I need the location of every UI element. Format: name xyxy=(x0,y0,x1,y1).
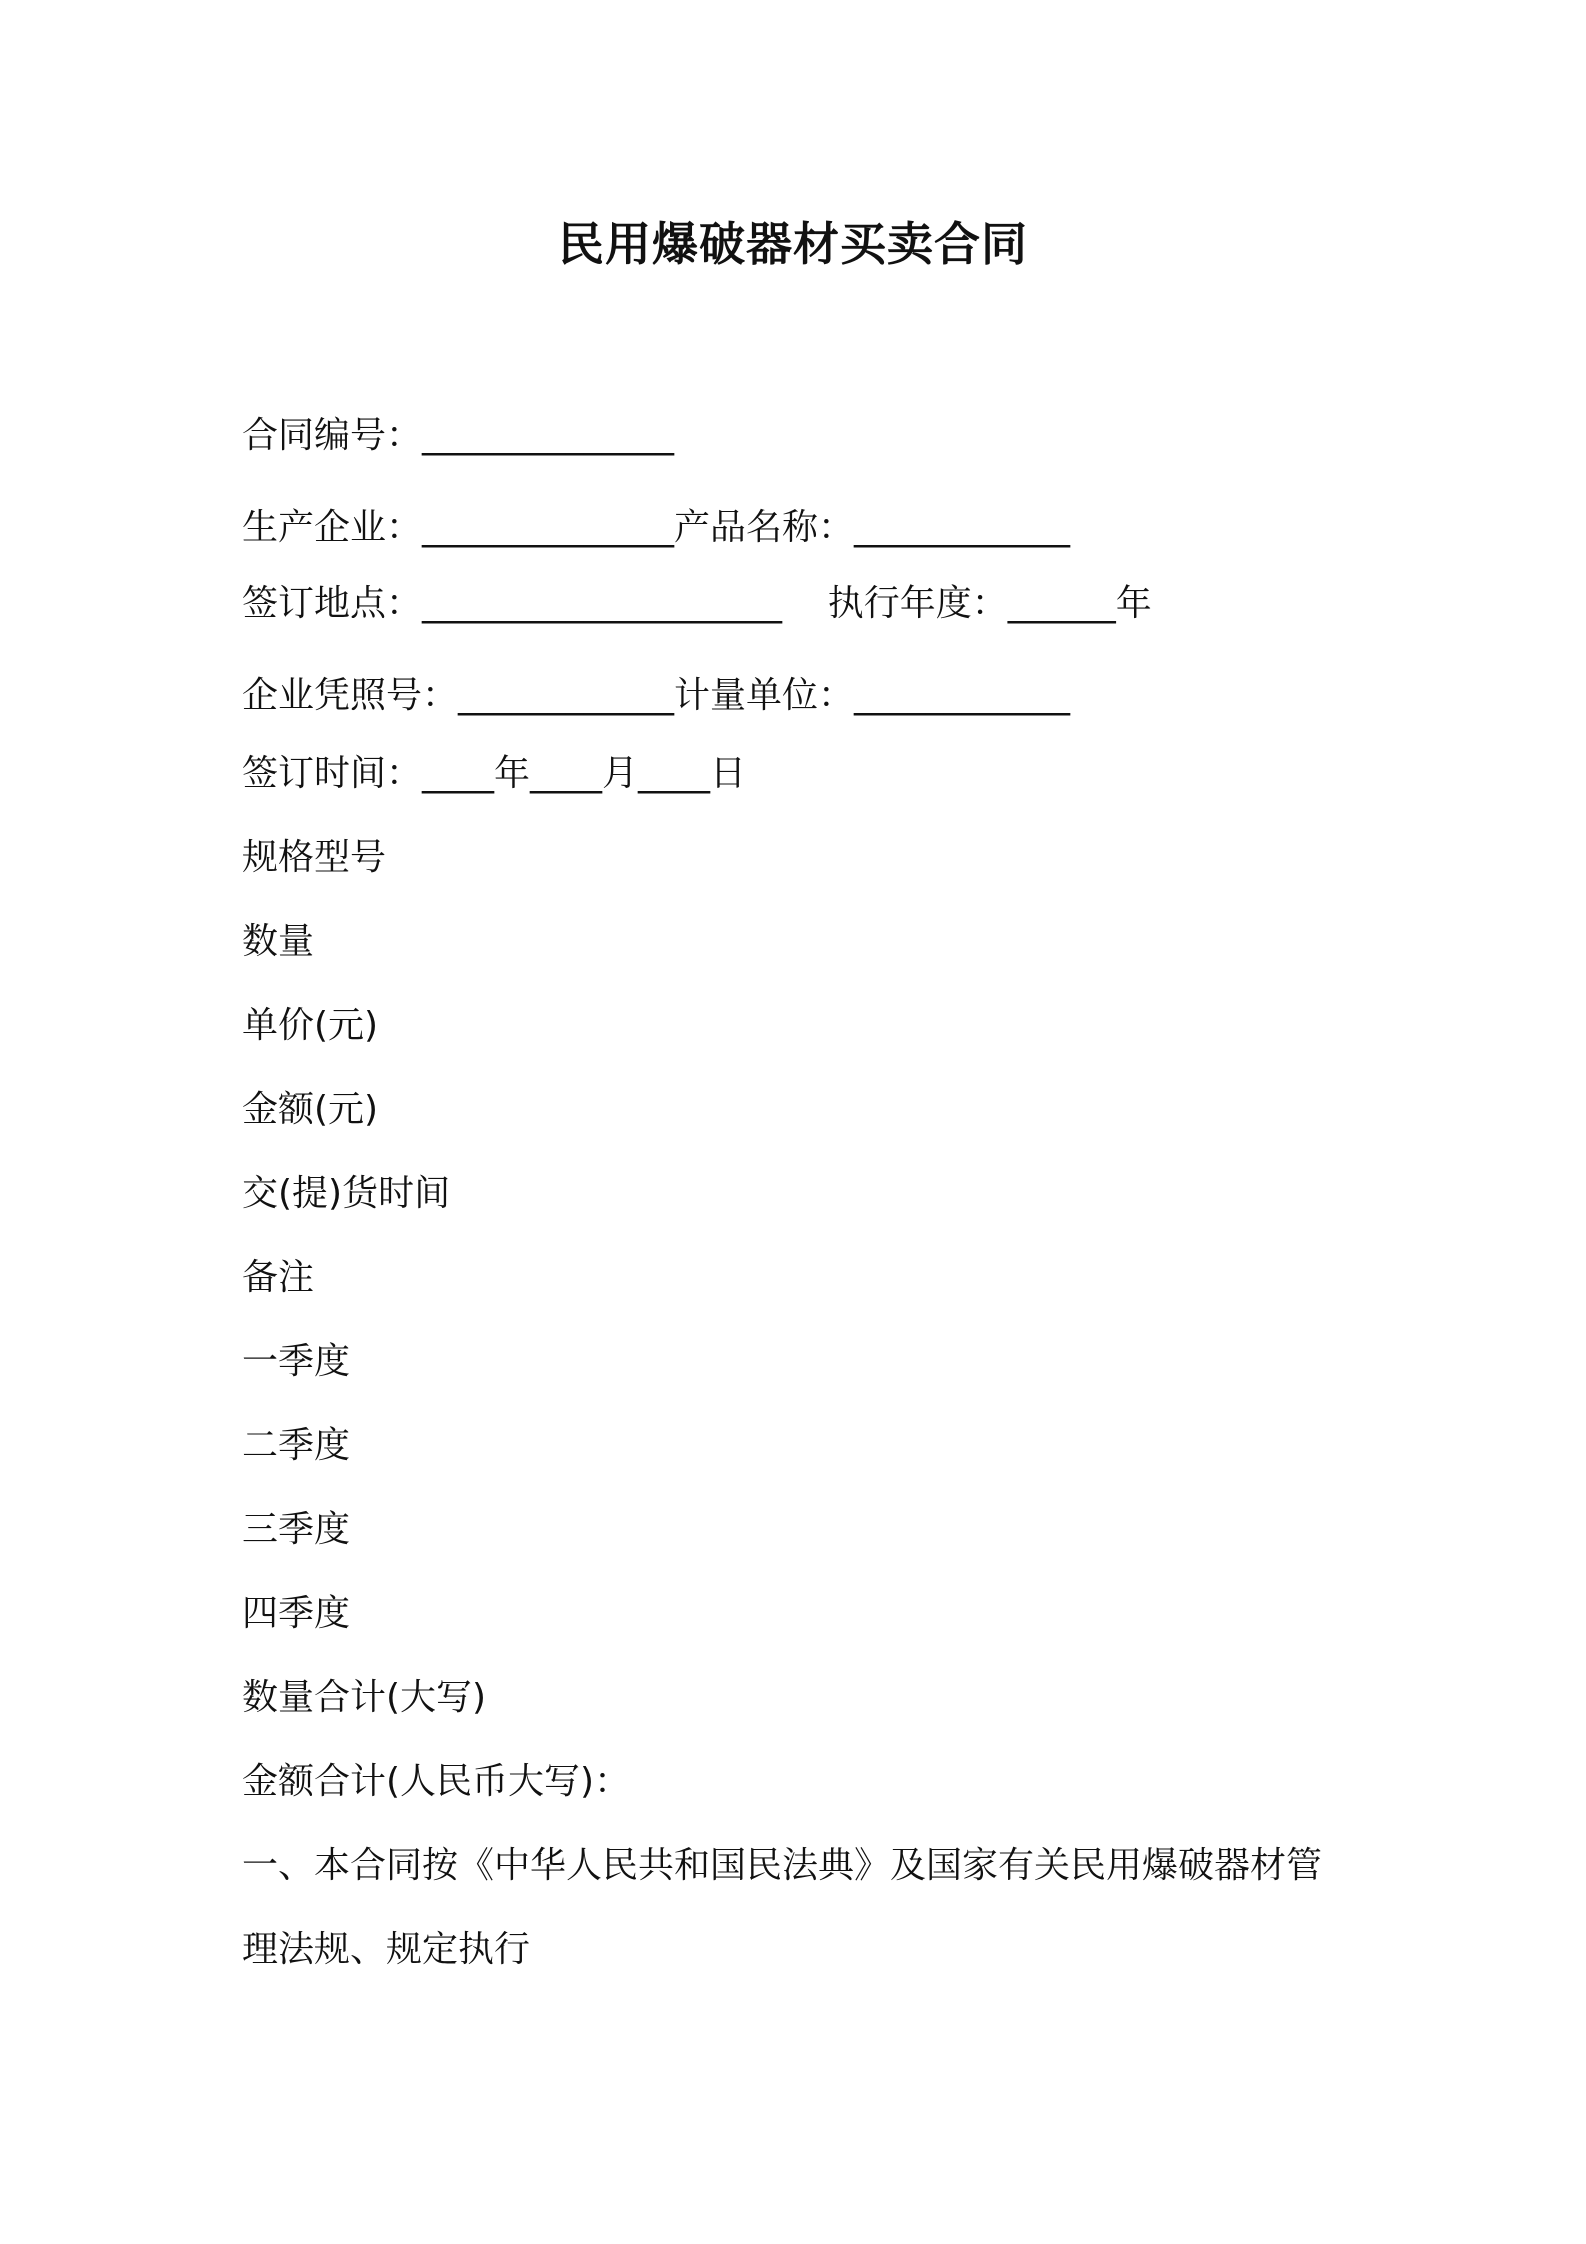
signing-place-year-line: 签订地点：____________________ 执行年度：______年 xyxy=(242,583,1152,624)
remarks-label: 备注 xyxy=(242,1257,315,1298)
quantity-label: 数量 xyxy=(242,921,315,962)
spec-model-label: 规格型号 xyxy=(242,837,387,878)
clause-1-line-1: 一、本合同按《中华人民共和国民法典》及国家有关民用爆破器材管 xyxy=(242,1845,1323,1886)
clause-1-line-2: 理法规、规定执行 xyxy=(242,1929,531,1970)
unit-price-label: 单价(元) xyxy=(242,1005,379,1046)
quarter-4-label: 四季度 xyxy=(242,1593,351,1634)
signing-date-line: 签订时间：____年____月____日 xyxy=(242,753,747,794)
document-title: 民用爆破器材买卖合同 xyxy=(558,217,1028,271)
amount-total-label: 金额合计(人民币大写)： xyxy=(242,1761,631,1802)
delivery-time-label: 交(提)货时间 xyxy=(242,1173,451,1214)
quarter-3-label: 三季度 xyxy=(242,1509,351,1550)
contract-number-line: 合同编号：______________ xyxy=(242,415,675,456)
license-unit-line: 企业凭照号：____________计量单位：____________ xyxy=(242,675,1071,716)
producer-product-line: 生产企业：______________产品名称：____________ xyxy=(242,507,1071,548)
amount-label: 金额(元) xyxy=(242,1089,379,1130)
quantity-total-label: 数量合计(大写) xyxy=(242,1677,487,1718)
quarter-2-label: 二季度 xyxy=(242,1425,351,1466)
quarter-1-label: 一季度 xyxy=(242,1341,351,1382)
